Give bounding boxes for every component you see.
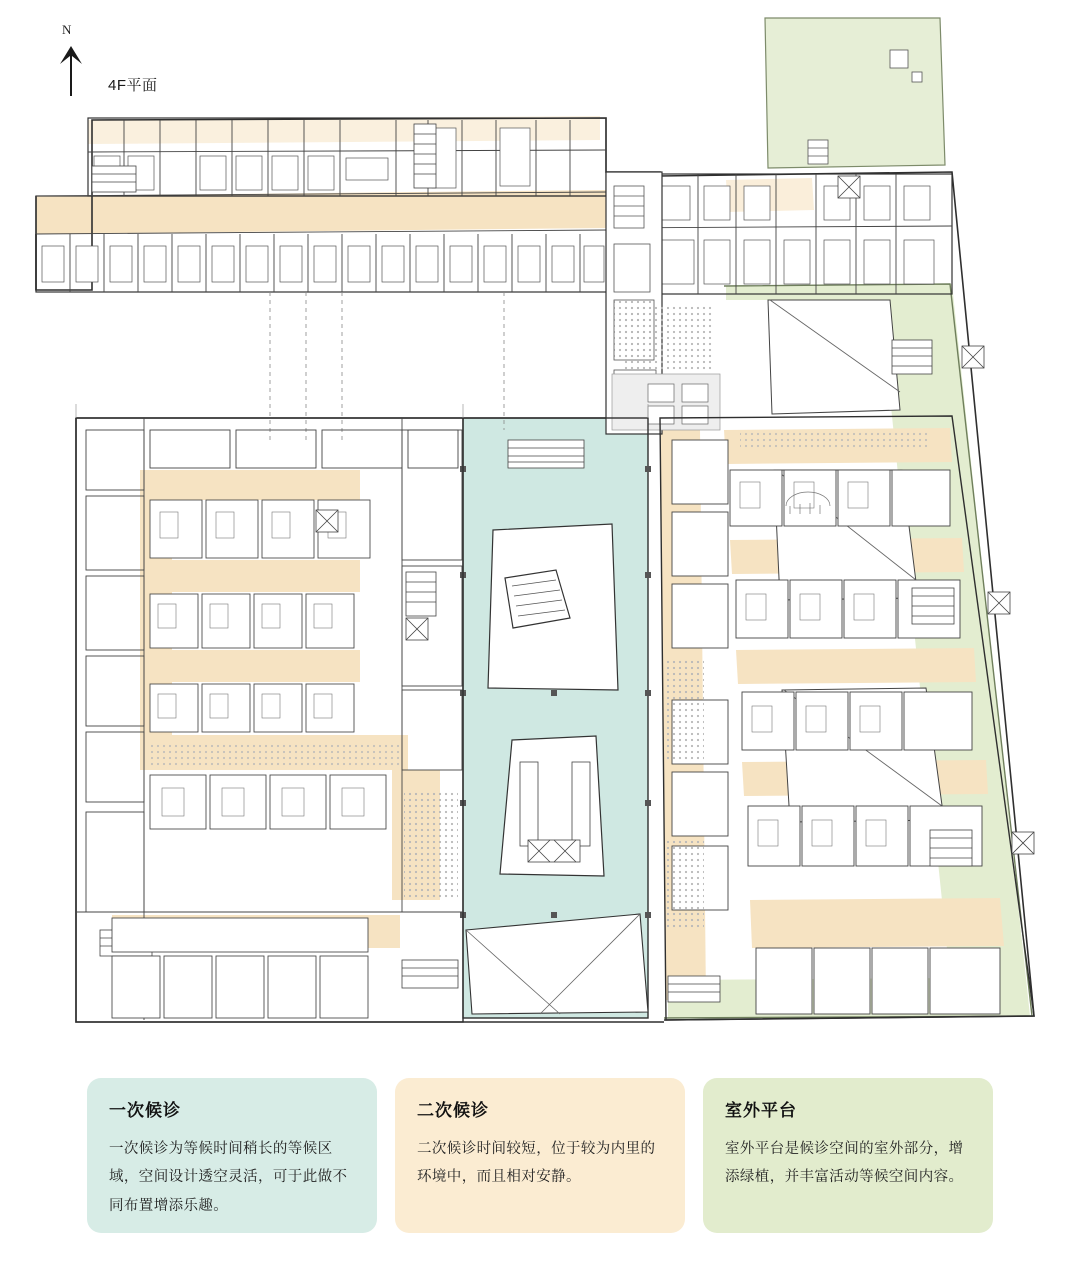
wing-top-left <box>36 118 608 440</box>
legend-body: 一次候诊为等候时间稍长的等候区域，空间设计透空灵活，可于此做不同布置增添乐趣。 <box>109 1141 348 1214</box>
legend <box>0 1078 1080 1268</box>
legend-card-secondary-waiting <box>395 1078 685 1233</box>
legend-title: 一次候诊 <box>109 1101 181 1120</box>
north-label: N <box>62 22 72 37</box>
grid-ticks <box>76 404 648 418</box>
legend-title: 室外平台 <box>725 1101 797 1120</box>
legend-body: 二次候诊时间较短，位于较为内里的环境中，而且相对安静。 <box>417 1141 656 1186</box>
legend-body: 室外平台是候诊空间的室外部分，增添绿植，并丰富活动等候空间内容。 <box>725 1141 964 1186</box>
legend-card-primary-waiting <box>87 1078 377 1233</box>
legend-title: 二次候诊 <box>417 1101 489 1120</box>
page-title: 4F平面 <box>108 77 158 94</box>
legend-card-outdoor-terrace <box>703 1078 993 1233</box>
block-left-lower <box>76 418 463 1022</box>
